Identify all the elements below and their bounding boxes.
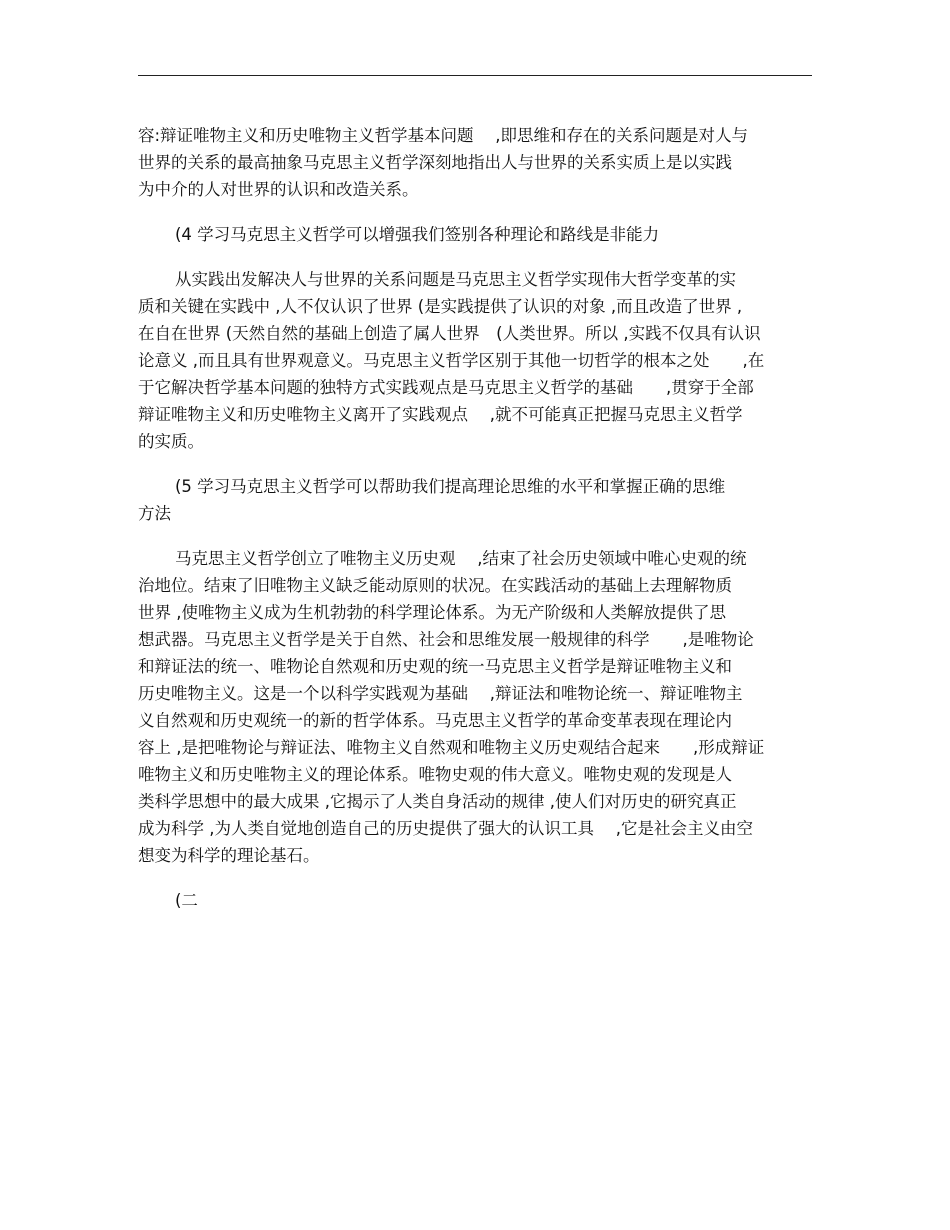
text-line: 马克思主义哲学创立了唯物主义历史观 ,结束了社会历史领域中唯心史观的统: [175, 549, 747, 568]
text-line: 方法: [138, 504, 171, 523]
paragraph-practice: [138, 266, 812, 455]
text-line: 想变为科学的理论基石。: [138, 846, 320, 865]
text-line: (4 学习马克思主义哲学可以增强我们签别各种理论和路线是非能力: [175, 225, 660, 244]
section-heading-5: [138, 473, 812, 527]
paragraph-gap: [138, 455, 812, 473]
text-line: (5 学习马克思主义哲学可以帮助我们提高理论思维的水平和掌握正确的思维: [175, 477, 726, 496]
document-body: [138, 122, 812, 914]
text-line: 容:辩证唯物主义和历史唯物主义哲学基本问题 ,即思维和存在的关系问题是对人与: [138, 126, 749, 145]
paragraph-gap: [138, 203, 812, 221]
text-line: 成为科学 ,为人类自觉地创造自己的历史提供了强大的认识工具 ,它是社会主义由空: [138, 819, 753, 838]
text-line: 从实践出发解决人与世界的关系问题是马克思主义哲学实现伟大哲学变革的实: [175, 270, 736, 289]
section-heading-4: [138, 221, 812, 248]
text-line: (二: [175, 891, 198, 910]
text-line: 世界的关系的最高抽象马克思主义哲学深刻地指出人与世界的关系实质上是以实践: [138, 153, 732, 172]
text-line: 在自在世界 (天然自然的基础上创造了属人世界 (人类世界。所以 ,实践不仅具有认识: [138, 324, 761, 343]
paragraph-gap: [138, 527, 812, 545]
text-line: 的实质。: [138, 432, 204, 451]
header-rule: [138, 75, 812, 76]
text-line: 质和关键在实践中 ,人不仅认识了世界 (是实践提供了认识的对象 ,而且改造了世界 ,: [138, 297, 743, 316]
text-line: 想武器。马克思主义哲学是关于自然、社会和思维发展一般规律的科学 ,是唯物论: [138, 630, 754, 649]
text-line: 为中介的人对世界的认识和改造关系。: [138, 180, 419, 199]
text-line: 类科学思想中的最大成果 ,它揭示了人类自身活动的规律 ,使人们对历史的研究真正: [138, 792, 737, 811]
text-line: 于它解决哲学基本问题的独特方式实践观点是马克思主义哲学的基础 ,贯穿于全部: [138, 378, 754, 397]
text-line: 义自然观和历史观统一的新的哲学体系。马克思主义哲学的革命变革表现在理论内: [138, 711, 732, 730]
text-line: 容上 ,是把唯物论与辩证法、唯物主义自然观和唯物主义历史观结合起来 ,形成辩证: [138, 738, 765, 757]
text-line: 治地位。结束了旧唯物主义缺乏能动原则的状况。在实践活动的基础上去理解物质: [138, 576, 732, 595]
text-line: 世界 ,使唯物主义成为生机勃勃的科学理论体系。为无产阶级和人类解放提供了思: [138, 603, 726, 622]
paragraph-historical-materialism: [138, 545, 812, 869]
paragraph-intro-continuation: [138, 122, 812, 203]
paragraph-gap: [138, 869, 812, 887]
text-line: 和辩证法的统一、唯物论自然观和历史观的统一马克思主义哲学是辩证唯物主义和: [138, 657, 732, 676]
text-line: 历史唯物主义。这是一个以科学实践观为基础 ,辩证法和唯物论统一、辩证唯物主: [138, 684, 743, 703]
section-heading-2: [138, 887, 812, 914]
paragraph-gap: [138, 248, 812, 266]
text-line: 辩证唯物主义和历史唯物主义离开了实践观点 ,就不可能真正把握马克思主义哲学: [138, 405, 743, 424]
text-line: 论意义 ,而且具有世界观意义。马克思主义哲学区别于其他一切哲学的根本之处 ,在: [138, 351, 765, 370]
text-line: 唯物主义和历史唯物主义的理论体系。唯物史观的伟大意义。唯物史观的发现是人: [138, 765, 732, 784]
